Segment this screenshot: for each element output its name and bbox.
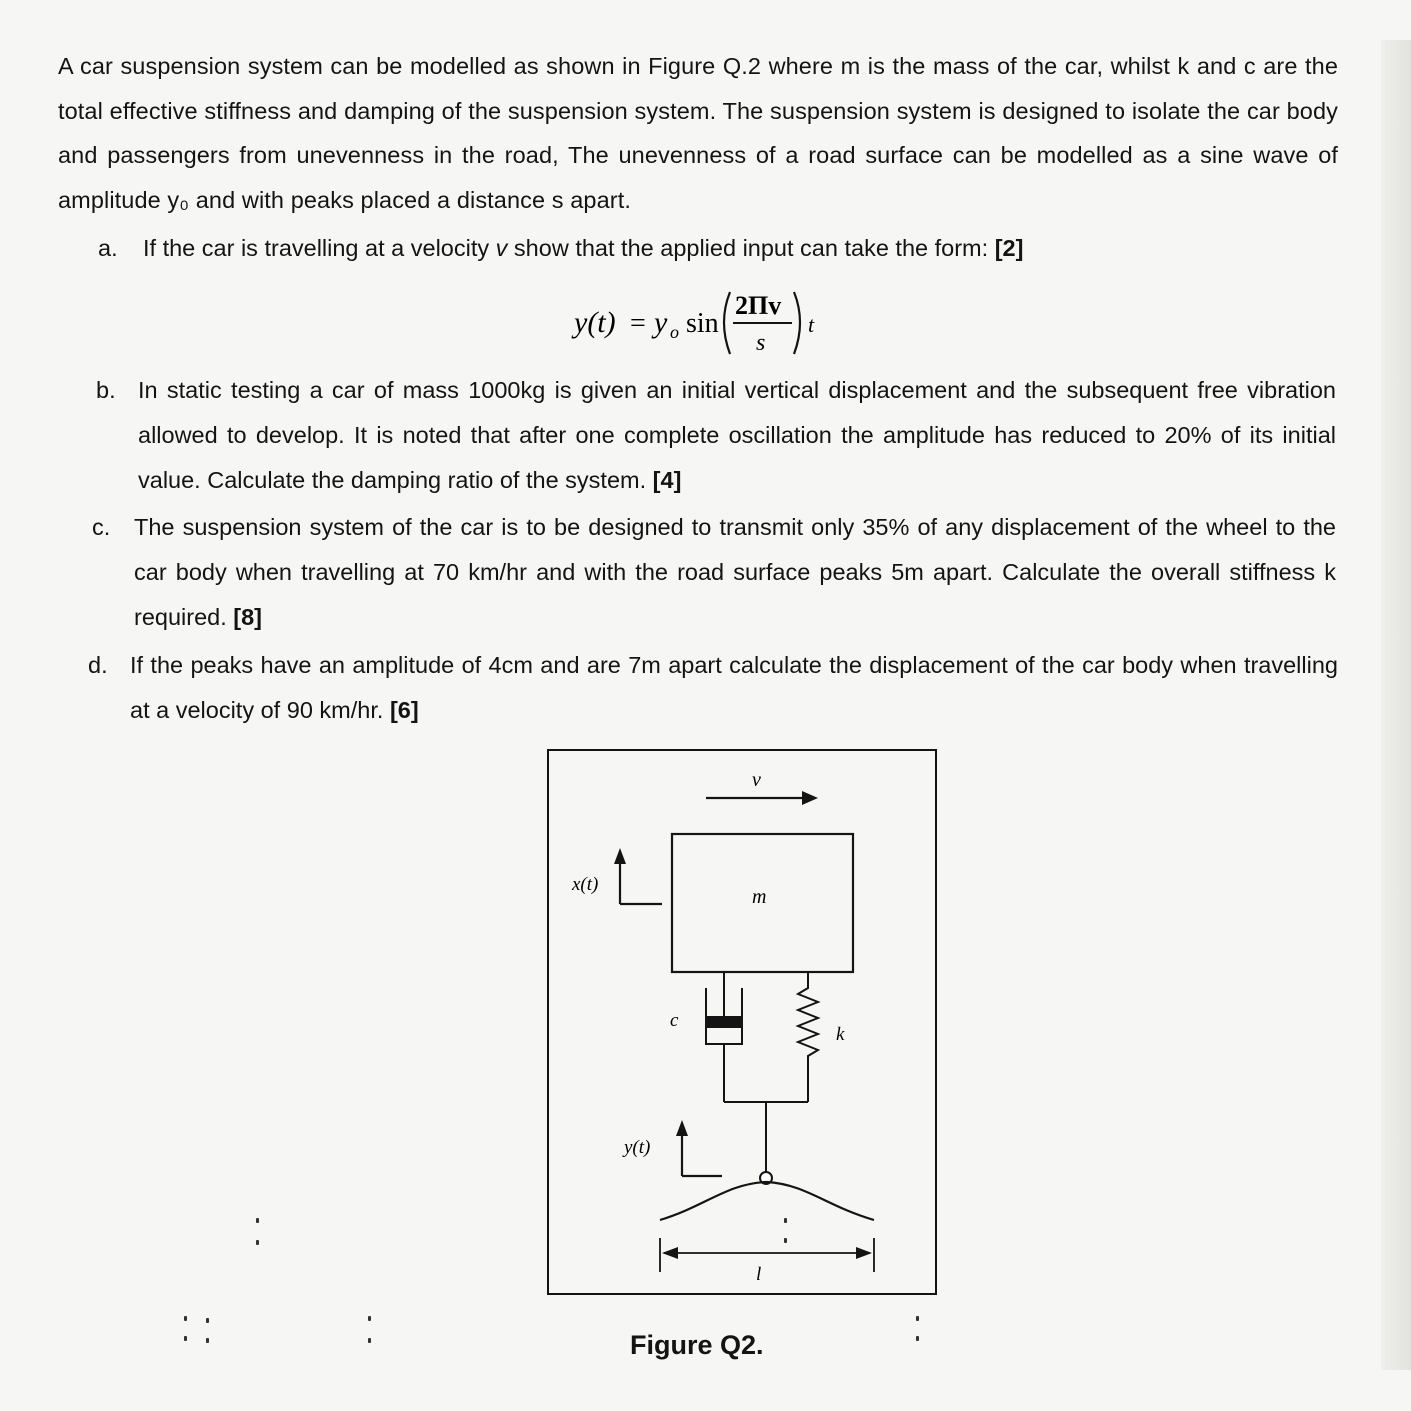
question-b-label: b. [96, 377, 116, 403]
question-a-label: a. [98, 235, 118, 261]
print-speck [916, 1316, 919, 1321]
mass-label: m [752, 886, 767, 908]
velocity-label: v [752, 769, 761, 791]
formula-denominator: s [756, 330, 766, 356]
print-speck [368, 1338, 371, 1343]
question-b-marks: [4] [652, 467, 682, 493]
print-speck [184, 1316, 187, 1321]
print-speck [368, 1316, 371, 1321]
wavelength-label: l [756, 1264, 762, 1285]
question-a-text-after: show that the applied input can take the form: [507, 235, 995, 261]
formula-left-paren [724, 292, 730, 354]
print-speck [256, 1240, 259, 1245]
page-edge [1381, 40, 1411, 1370]
formula-y0: y [654, 306, 668, 339]
formula-right-paren [794, 292, 800, 354]
question-c [92, 505, 1336, 640]
question-a [98, 226, 1338, 271]
print-speck [206, 1318, 209, 1323]
input-formula [570, 282, 850, 362]
formula-t: t [808, 312, 815, 337]
question-b-text: In static testing a car of mass 1000kg is given an initial vertical displacement and the subsequent free vibration allowed to develop. It is noted that after one complete oscillation the amplitude has reduced to 20% of its initial value. Calculate the damping ratio of the system. [138, 377, 1336, 493]
damping-label: c [670, 1010, 679, 1031]
print-speck [256, 1218, 259, 1223]
formula-numerator: 2Πv [735, 291, 782, 320]
y-arrow-icon [676, 1120, 688, 1136]
formula-lhs: y(t) [574, 306, 616, 339]
question-d [88, 643, 1338, 733]
dimension-right-arrow-icon [856, 1247, 872, 1259]
x-arrow-icon [614, 848, 626, 864]
damper-piston [706, 1016, 742, 1028]
question-c-label: c. [92, 514, 111, 540]
print-speck [916, 1336, 919, 1341]
question-d-marks: [6] [389, 697, 419, 723]
question-a-marks: [2] [994, 235, 1024, 261]
road-profile [660, 1182, 874, 1220]
question-a-text-before: If the car is travelling at a velocity [143, 235, 496, 261]
question-b [96, 368, 1336, 503]
question-c-text: The suspension system of the car is to be designed to transmit only 35% of any displacement of the wheel to the car body when travelling at 70 km/hr and with the road surface peaks 5m apart. Calculate the overall stiffness k required. [134, 514, 1336, 630]
print-speck [784, 1218, 787, 1223]
question-d-text: If the peaks have an amplitude of 4cm and are 7m apart calculate the displacement of the car body when travelling at a velocity of 90 km/hr. [130, 652, 1338, 723]
figure-caption: Figure Q2. [630, 1330, 764, 1360]
formula-y0-subscript: o [670, 322, 679, 342]
formula-sin: sin [686, 308, 719, 339]
print-speck [784, 1238, 787, 1243]
question-a-velocity-symbol: v [495, 235, 508, 261]
print-speck [184, 1336, 187, 1341]
intro-paragraph: A car suspension system can be modelled as shown in Figure Q.2 where m is the mass of the car, whilst k and c are the total effective stiffness and damping of the suspension system. The suspension system is designed to isolate the car body and passengers from unevenness in the road, The unevenness of a road surface can be modelled as a sine wave of amplitude y₀ and with peaks placed a distance s apart. [58, 53, 1338, 213]
spring [798, 972, 818, 1102]
x-displacement-label: x(t) [572, 874, 599, 895]
question-d-label: d. [88, 652, 108, 678]
dimension-left-arrow-icon [662, 1247, 678, 1259]
velocity-arrow-icon [802, 791, 818, 805]
question-c-marks: [8] [233, 604, 263, 630]
formula-equals: = [630, 308, 646, 339]
y-displacement-label: y(t) [624, 1137, 651, 1158]
stiffness-label: k [836, 1024, 845, 1045]
print-speck [206, 1338, 209, 1343]
suspension-figure [546, 748, 938, 1296]
